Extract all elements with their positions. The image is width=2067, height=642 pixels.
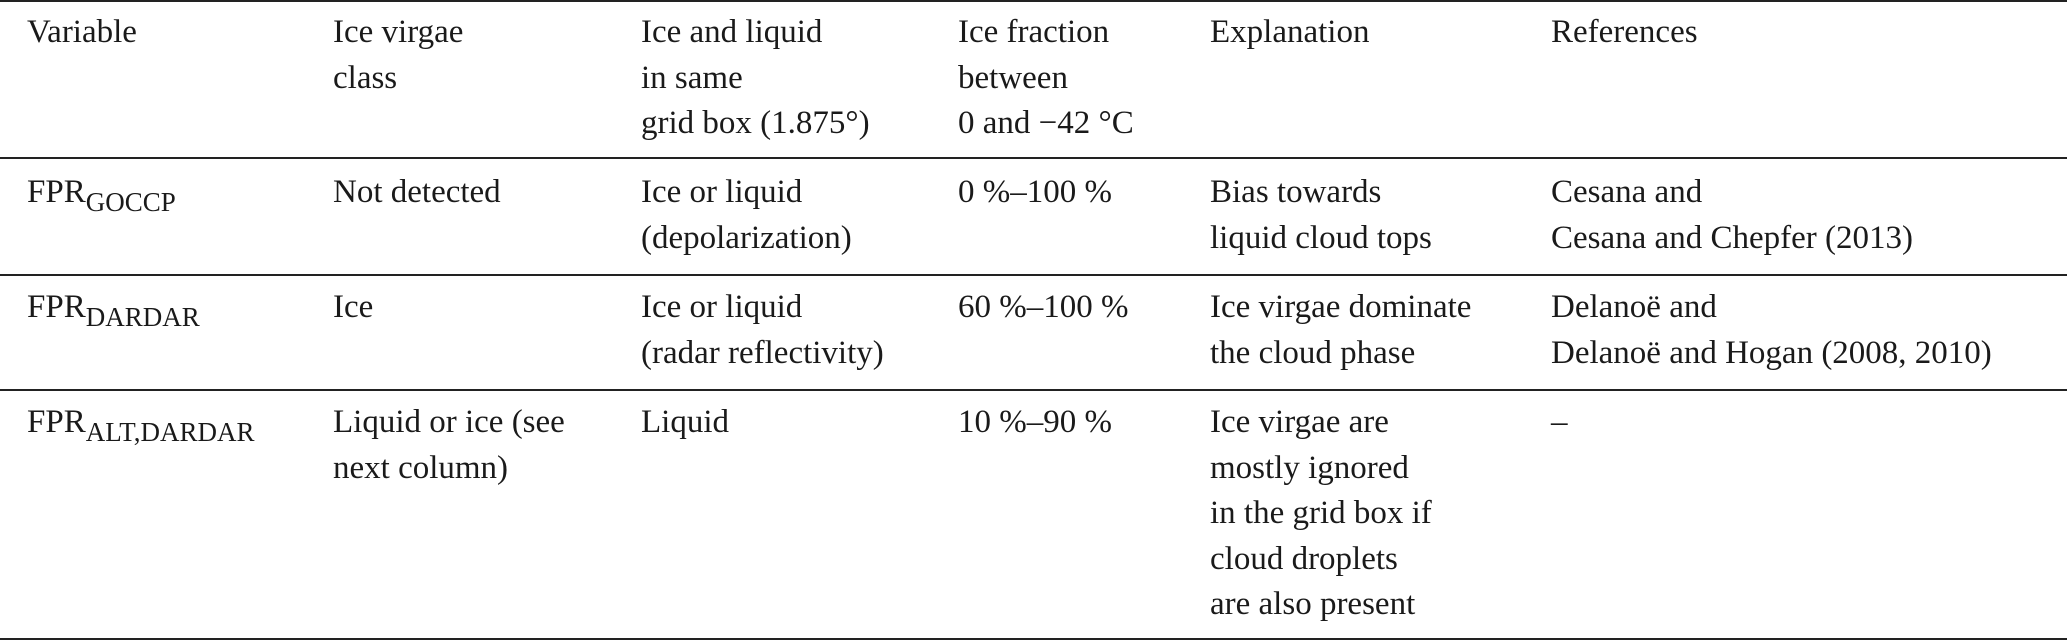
table-row-dardar-ice-virgae-class: Ice (333, 289, 374, 325)
table-row-goccp-references: Cesana and Cesana and Chepfer (2013) (1551, 174, 1913, 256)
row-divider (0, 389, 2067, 391)
row-divider (0, 274, 2067, 276)
bottom-rule (0, 638, 2067, 640)
header-ice-fraction: Ice fraction between 0 and −42 °C (958, 14, 1134, 141)
table-row-goccp-ice-fraction: 0 %–100 % (958, 174, 1112, 210)
header-explanation: Explanation (1210, 14, 1370, 50)
table-row-alt-dardar-variable: $FPR_{ALT,DARDAR}$ (27, 404, 255, 447)
table-row-alt-dardar-ice-fraction: 10 %–90 % (958, 404, 1112, 440)
table-row-dardar-references: Delanoë and Delanoë and Hogan (2008, 2010) (1551, 289, 1992, 371)
table-row-goccp-ice-virgae-class: Not detected (333, 174, 501, 210)
header-ice-and-liquid: Ice and liquid in same grid box (1.875°) (641, 14, 870, 141)
table-row-dardar-ice-and-liquid: Ice or liquid (radar reflectivity) (641, 289, 884, 371)
table-row-dardar-variable: $FPR_{DARDAR}$ (27, 289, 200, 332)
header-ice-virgae-class: Ice virgae class (333, 14, 464, 96)
header-rule (0, 157, 2067, 159)
header-references: References (1551, 14, 1698, 50)
table-row-goccp-explanation: Bias towards liquid cloud tops (1210, 174, 1432, 256)
table-row-alt-dardar-ice-and-liquid: Liquid (641, 404, 729, 440)
table-row-alt-dardar-references: – (1551, 404, 1568, 440)
top-rule (0, 0, 2067, 2)
header-variable: Variable (27, 14, 137, 50)
table-row-goccp-variable: $FPR_{GOCCP}$ (27, 174, 176, 217)
table-row-goccp-ice-and-liquid: Ice or liquid (depolarization) (641, 174, 852, 256)
table-row-dardar-explanation: Ice virgae dominate the cloud phase (1210, 289, 1472, 371)
table-row-alt-dardar-ice-virgae-class: Liquid or ice (see next column) (333, 404, 565, 486)
table-row-alt-dardar-explanation: Ice virgae are mostly ignored in the grid box if cloud droplets are also present (1210, 404, 1432, 622)
table-row-dardar-ice-fraction: 60 %–100 % (958, 289, 1129, 325)
